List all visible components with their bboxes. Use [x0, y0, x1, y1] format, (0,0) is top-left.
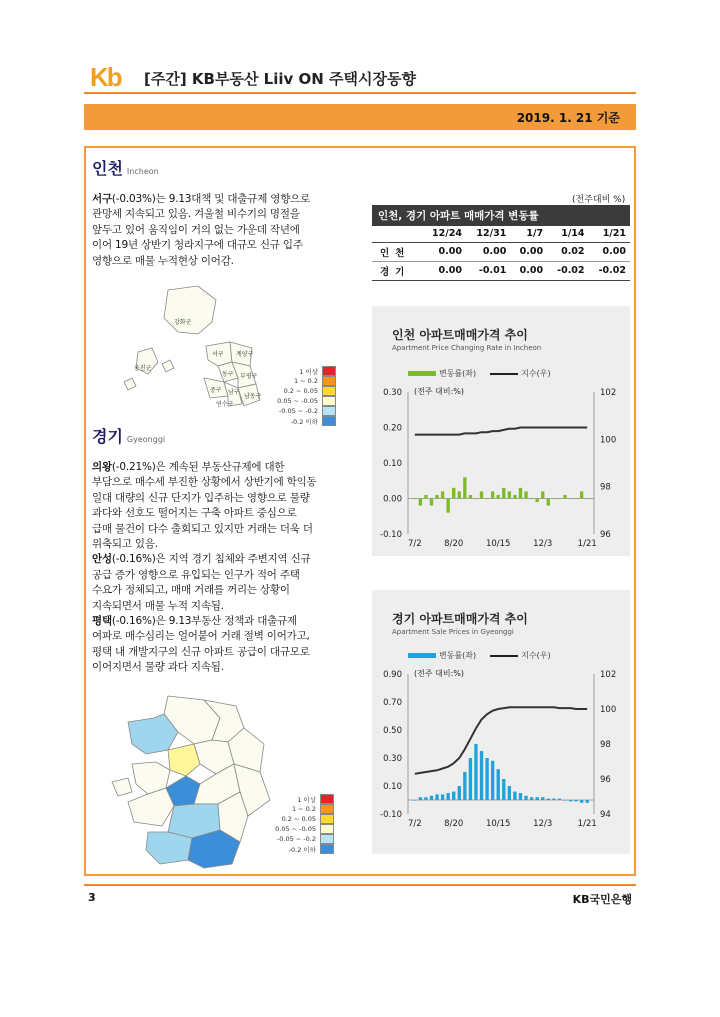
legend-color-box [322, 386, 336, 396]
legend-color-box [320, 794, 334, 804]
legend-row: 0.05 ~ -0.05 [264, 396, 336, 406]
district-name: 의왕 [92, 461, 112, 473]
bar [558, 499, 561, 500]
svg-text:남구: 남구 [228, 389, 240, 396]
bar [463, 477, 466, 498]
y2-tick-label: 96 [600, 775, 611, 785]
paragraph-line: 지속되면서 매물 누적 지속됨. [92, 599, 224, 612]
bar [563, 495, 566, 499]
x-tick-label: 12/3 [533, 819, 553, 829]
page-footer [84, 884, 636, 906]
bar [491, 491, 494, 498]
table-title: 인천, 경기 아파트 매매가격 변동률 [372, 205, 630, 226]
chart-title: 경기 아파트매매가격 추이 [392, 612, 528, 626]
gyeonggi-map-legend [262, 794, 334, 854]
table-cell: 0.00 [422, 261, 466, 280]
legend-color-box [322, 396, 336, 406]
bar [535, 797, 538, 800]
svg-text:동구: 동구 [222, 371, 234, 378]
price-change-table [372, 205, 630, 281]
legend-row: -0.2 이하 [264, 416, 336, 426]
bar [497, 769, 500, 800]
chart-title: 인천 아파트매매가격 추이 [392, 328, 528, 342]
y2-tick-label: 100 [600, 435, 617, 446]
y-tick-label: 0.70 [383, 698, 402, 708]
bar [530, 499, 533, 500]
paragraph-line: 일대 대량의 신규 단지가 입주하는 영향으로 물량 [92, 491, 310, 504]
legend-color-box [322, 416, 336, 426]
incheon-chart-plot [372, 306, 630, 556]
table-cell: 0.00 [510, 242, 547, 261]
bar [574, 499, 577, 500]
bar [435, 794, 438, 800]
row-label: 경기 [372, 261, 422, 280]
bar [580, 491, 583, 498]
y-tick-label: 0.30 [383, 754, 402, 764]
bar [413, 499, 416, 500]
gyeonggi-paragraph [92, 460, 368, 676]
bar [480, 751, 483, 800]
legend-row: -0.2 이하 [262, 844, 334, 854]
legend-row: -0.05 ~ -0.2 [262, 834, 334, 844]
svg-text:강화군: 강화군 [174, 319, 192, 326]
column-header: 12/31 [466, 226, 510, 242]
legend-row: 1 ~ 0.2 [264, 376, 336, 386]
table-cell: 0.00 [466, 242, 510, 261]
legend-bar-item: 변동률(좌) [408, 368, 476, 379]
bar [474, 499, 477, 500]
bar [452, 488, 455, 499]
bar [458, 491, 461, 498]
paragraph-line: 관망세 지속되고 있음. 겨울철 비수기의 명절을 [92, 208, 300, 221]
bar [446, 499, 449, 513]
legend-color-box [322, 376, 336, 386]
bar [452, 792, 455, 800]
y-tick-label: -0.10 [380, 530, 402, 540]
bar [469, 758, 472, 800]
legend-color-box [322, 366, 336, 376]
column-header: 1/14 [547, 226, 588, 242]
bar [491, 761, 494, 800]
bar [586, 800, 589, 803]
region-heading-gyeonggi: 경기 Gyeonggi [92, 427, 166, 446]
paragraph-line: 평택 내 개발지구의 신규 아파트 공급이 대규모로 [92, 645, 310, 658]
y-tick-label: 0.10 [383, 459, 402, 469]
bar [547, 499, 550, 506]
bar [569, 499, 572, 500]
bar [485, 499, 488, 500]
x-tick-label: 7/2 [407, 539, 422, 549]
x-tick-label: 8/20 [444, 819, 464, 829]
x-tick-label: 8/20 [444, 539, 464, 549]
table-cell: 0.02 [547, 242, 588, 261]
legend-line-item: 지수(우) [490, 650, 550, 661]
bar [519, 793, 522, 800]
page-number: 3 [88, 891, 96, 904]
paragraph-line: 공급 증가 영향으로 유입되는 인구가 적어 주택 [92, 568, 300, 581]
bar [547, 799, 550, 800]
bank-name: KB국민은행 [572, 893, 632, 906]
incheon-chart [372, 306, 630, 556]
paragraph-line: 과다와 선호도 떨어지는 구축 아파트 중심으로 [92, 507, 297, 520]
y-tick-label: 0.00 [383, 494, 402, 505]
bar [441, 491, 444, 498]
bar [446, 793, 449, 800]
bar [535, 499, 538, 503]
y-tick-label: 0.30 [383, 388, 402, 398]
x-tick-label: 1/21 [577, 539, 597, 549]
unit-label: (전주 대비:%) [414, 387, 464, 396]
x-tick-label: 7/2 [407, 819, 422, 829]
row-label: 인천 [372, 242, 422, 261]
index-line [415, 707, 587, 774]
bar [463, 772, 466, 800]
document-title: [주간] KB부동산 Liiv ON 주택시장동향 [144, 70, 416, 88]
paragraph-line: 영향으로 매물 누적현상 이어감. [92, 254, 234, 267]
bar [413, 800, 416, 801]
paragraph-line: 부담으로 매수세 부진한 상황에서 상반기에 학익동 [92, 476, 317, 489]
svg-text:계양구: 계양구 [236, 351, 254, 358]
date-bar [84, 104, 636, 130]
bar [569, 800, 572, 801]
bar [430, 499, 433, 506]
incheon-map [118, 282, 278, 420]
legend-color-box [322, 406, 336, 416]
bar [552, 499, 555, 500]
y-tick-label: 0.20 [383, 423, 402, 434]
svg-text:남동구: 남동구 [244, 393, 262, 400]
svg-text:연수구: 연수구 [216, 401, 234, 408]
column-header: 1/21 [589, 226, 630, 242]
bar [524, 796, 527, 800]
table-cell: -0.02 [589, 261, 630, 280]
svg-text:옹진군: 옹진군 [134, 365, 152, 372]
table-cell: -0.02 [547, 261, 588, 280]
legend-row: 0.2 ~ 0.05 [264, 386, 336, 396]
legend-row: -0.05 ~ -0.2 [264, 406, 336, 416]
bar [441, 794, 444, 800]
bar [524, 491, 527, 498]
bar [519, 488, 522, 499]
y2-tick-label: 98 [600, 740, 611, 750]
bar [586, 499, 589, 500]
legend-row: 1 ~ 0.2 [262, 804, 334, 814]
y-tick-label: 0.10 [383, 782, 402, 792]
table-row [372, 261, 630, 280]
district-name: 서구 [92, 193, 112, 205]
bar [563, 800, 566, 801]
unit-label: (전주 대비:%) [414, 669, 464, 678]
district-name: 안성 [92, 553, 112, 566]
legend-row: 0.2 ~ 0.05 [262, 814, 334, 824]
bar [419, 499, 422, 506]
bar [469, 495, 472, 499]
table-cell: 0.00 [422, 242, 466, 261]
district-name: 평택 [92, 615, 112, 628]
legend-bar-item: 변동률(좌) [408, 650, 476, 661]
bar [541, 797, 544, 800]
svg-text:중구: 중구 [210, 387, 222, 394]
bar [424, 797, 427, 800]
y2-tick-label: 94 [600, 810, 611, 820]
bar [574, 800, 577, 801]
reference-date: 2019. 1. 21 기준 [516, 111, 620, 125]
bar [558, 799, 561, 800]
x-tick-label: 1/21 [577, 819, 597, 829]
legend-color-box [320, 834, 334, 844]
gyeonggi-chart-plot [372, 590, 630, 854]
paragraph-line: 수요가 정체되고, 매매 거래를 꺼리는 상황이 [92, 584, 290, 597]
paragraph-line: 의왕(-0.21%)은 계속된 부동산규제에 대한 [92, 461, 285, 473]
y2-tick-label: 96 [600, 530, 611, 540]
gyeonggi-map [108, 692, 280, 872]
page-header [84, 60, 636, 94]
bar [502, 488, 505, 499]
y2-tick-label: 102 [600, 670, 617, 680]
bar [424, 495, 427, 499]
legend-line-item: 지수(우) [490, 368, 550, 379]
bar [530, 797, 533, 800]
legend-row: 1 이상 [264, 366, 336, 376]
paragraph-line: 여파로 매수심리는 얼어붙어 거래 절벽 이어가고, [92, 630, 310, 643]
paragraph-line: 이어지면서 물량 과다 지속됨. [92, 661, 224, 674]
kb-logo: Kb [90, 62, 121, 92]
table-cell: 0.00 [510, 261, 547, 280]
paragraph-line: 앞두고 있어 움직임이 거의 없는 가운데 작년에 [92, 223, 300, 236]
legend-color-box [320, 804, 334, 814]
bar [502, 779, 505, 800]
table-cell: -0.01 [466, 261, 510, 280]
bar [458, 786, 461, 800]
legend-row: 1 이상 [262, 794, 334, 804]
y2-tick-label: 98 [600, 482, 611, 493]
x-tick-label: 10/15 [485, 539, 511, 549]
paragraph-line: 급매 물건이 다수 출회되고 있지만 거래는 더욱 더 [92, 522, 313, 535]
y-tick-label: 0.50 [383, 726, 402, 736]
bar [513, 495, 516, 499]
bar [497, 495, 500, 499]
paragraph-line: 서구(-0.03%)는 9.13대책 및 대출규제 영향으로 [92, 193, 311, 205]
svg-text:서구: 서구 [212, 351, 224, 358]
table-cell: 0.00 [589, 242, 630, 261]
column-header: 12/24 [422, 226, 466, 242]
incheon-paragraph [92, 192, 362, 269]
svg-text:부평구: 부평구 [240, 373, 258, 380]
table-unit: (전주대비 %) [572, 195, 626, 205]
legend-row: 0.05 ~ -0.05 [262, 824, 334, 834]
y-tick-label: 0.90 [383, 670, 402, 680]
index-line [415, 428, 587, 435]
bar [508, 786, 511, 800]
bar [435, 495, 438, 499]
legend-color-box [320, 814, 334, 824]
paragraph-line: 이어 19년 상반기 청라지구에 대규모 신규 입주 [92, 239, 303, 252]
bar [541, 491, 544, 498]
bar [580, 800, 583, 803]
bar [474, 744, 477, 800]
x-tick-label: 10/15 [485, 819, 511, 829]
bar [419, 797, 422, 800]
region-heading-incheon: 인천 Incheon [92, 159, 159, 178]
bar [480, 491, 483, 498]
x-tick-label: 12/3 [533, 539, 553, 549]
y2-tick-label: 100 [600, 705, 617, 715]
legend-color-box [320, 824, 334, 834]
bar [485, 758, 488, 800]
chart-subtitle: Apartment Price Changing Rate in Incheon [392, 344, 542, 352]
bar [513, 792, 516, 800]
legend-color-box [320, 844, 334, 854]
y2-tick-label: 102 [600, 388, 617, 398]
bar [552, 799, 555, 800]
paragraph-line: 위축되고 있음. [92, 538, 158, 551]
bar [430, 796, 433, 800]
bar [508, 491, 511, 498]
gyeonggi-chart [372, 590, 630, 854]
incheon-map-legend [264, 366, 336, 426]
column-header: 1/7 [510, 226, 547, 242]
y-tick-label: -0.10 [380, 810, 402, 820]
table-row [372, 242, 630, 261]
paragraph-line: 안성(-0.16%)은 지역 경기 침체와 주변지역 신규 [92, 553, 311, 566]
chart-subtitle: Apartment Sale Prices in Gyeonggi [392, 628, 514, 636]
paragraph-line: 평택(-0.16%)은 9.13부동산 정책과 대출규제 [92, 615, 297, 628]
